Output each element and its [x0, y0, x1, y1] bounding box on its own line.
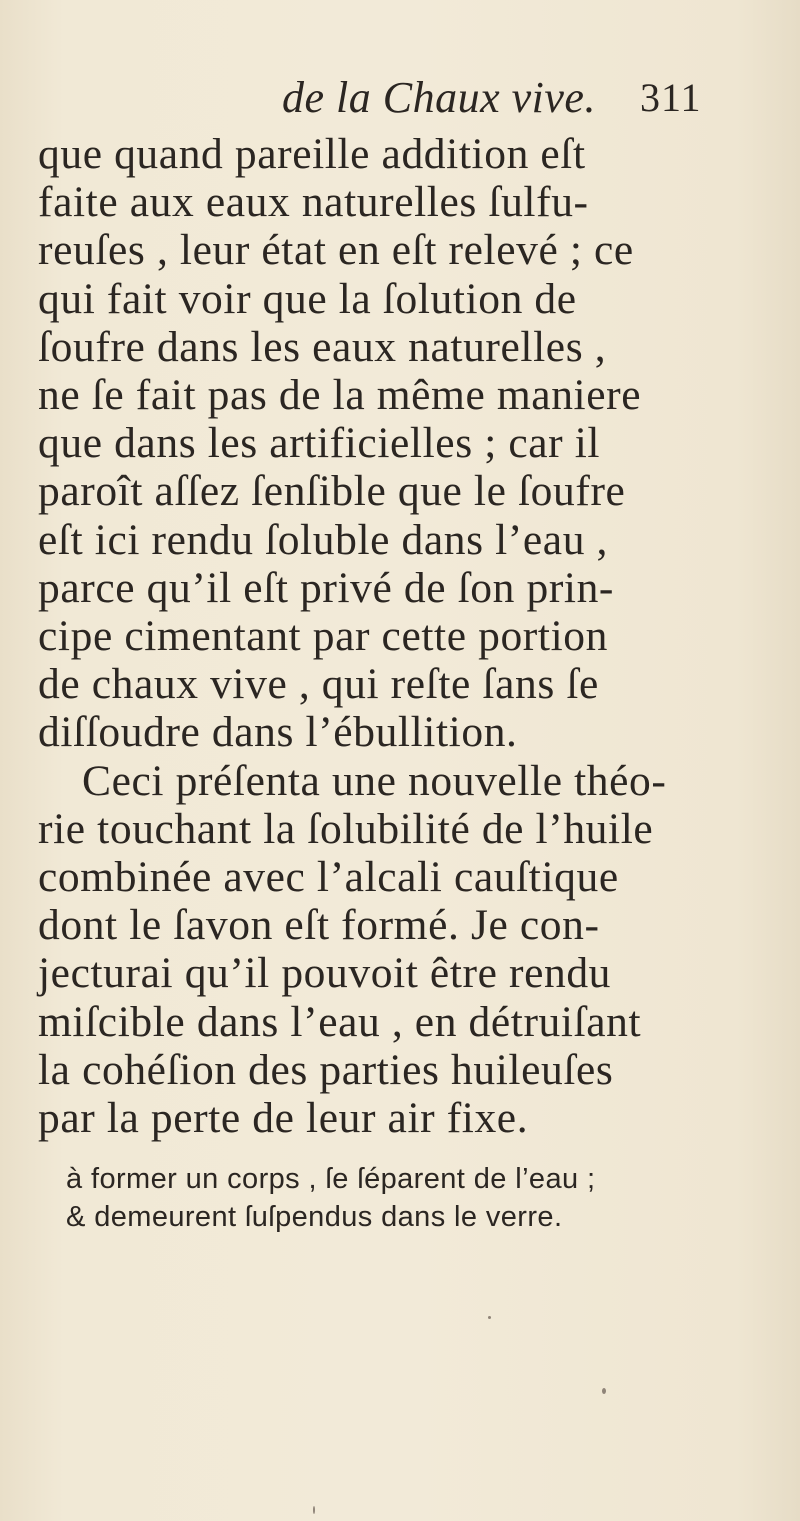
text-line: eſt ici rendu ſoluble dans l’eau ,: [38, 515, 609, 564]
text-line: qui fait voir que la ſolution de: [38, 274, 577, 323]
main-text: [38, 130, 798, 1142]
text-line: diſſoudre dans l’ébullition.: [38, 708, 518, 757]
text-line: ſoufre dans les eaux naturelles ,: [38, 322, 607, 371]
text-line: rie touchant la ſolubilité de l’huile: [38, 804, 654, 853]
text-line: jecturai qu’il pouvoit être rendu: [38, 949, 612, 998]
text-line: la cohéſion des parties huileuſes: [38, 1045, 614, 1094]
text-line: de chaux vive , qui reſte ſans ſe: [38, 660, 599, 709]
text-line: que dans les artificielles ; car il: [38, 419, 601, 468]
paper-speck: [313, 1506, 315, 1514]
paper-speck: [488, 1316, 491, 1319]
text-line: miſcible dans l’eau , en détruiſant: [38, 997, 642, 1046]
text-line: cipe cimentant par cette portion: [38, 612, 608, 661]
page-header: [0, 72, 800, 124]
text-line: faite aux eaux naturelles ſulfu-: [38, 178, 589, 227]
text-line: combinée avec l’alcali cauſtique: [38, 853, 619, 902]
text-line: ne ſe fait pas de la même maniere: [38, 371, 642, 420]
footnote-line: à former un corps , ſe ſéparent de l’eau ;: [66, 1163, 596, 1195]
page-number: 311: [640, 75, 702, 120]
text-line: par la perte de leur air fixe.: [38, 1094, 529, 1143]
text-line: reuſes , leur état en eſt relevé ; ce: [38, 226, 634, 275]
text-line: dont le ſavon eſt formé. Je con-: [38, 901, 600, 950]
text-line: paroît aſſez ſenſible que le ſoufre: [38, 467, 626, 516]
footnote-line: & demeurent ſuſpendus dans le verre.: [66, 1201, 563, 1233]
text-line: parce qu’il eſt privé de ſon prin-: [38, 563, 615, 612]
footnote: [66, 1160, 796, 1236]
paragraph-first-line: Ceci préſenta une nouvelle théo-: [82, 756, 667, 805]
running-title: de la Chaux vive.: [282, 73, 596, 122]
paper-speck: [602, 1388, 606, 1394]
text-line: que quand pareille addition eſt: [38, 130, 586, 178]
